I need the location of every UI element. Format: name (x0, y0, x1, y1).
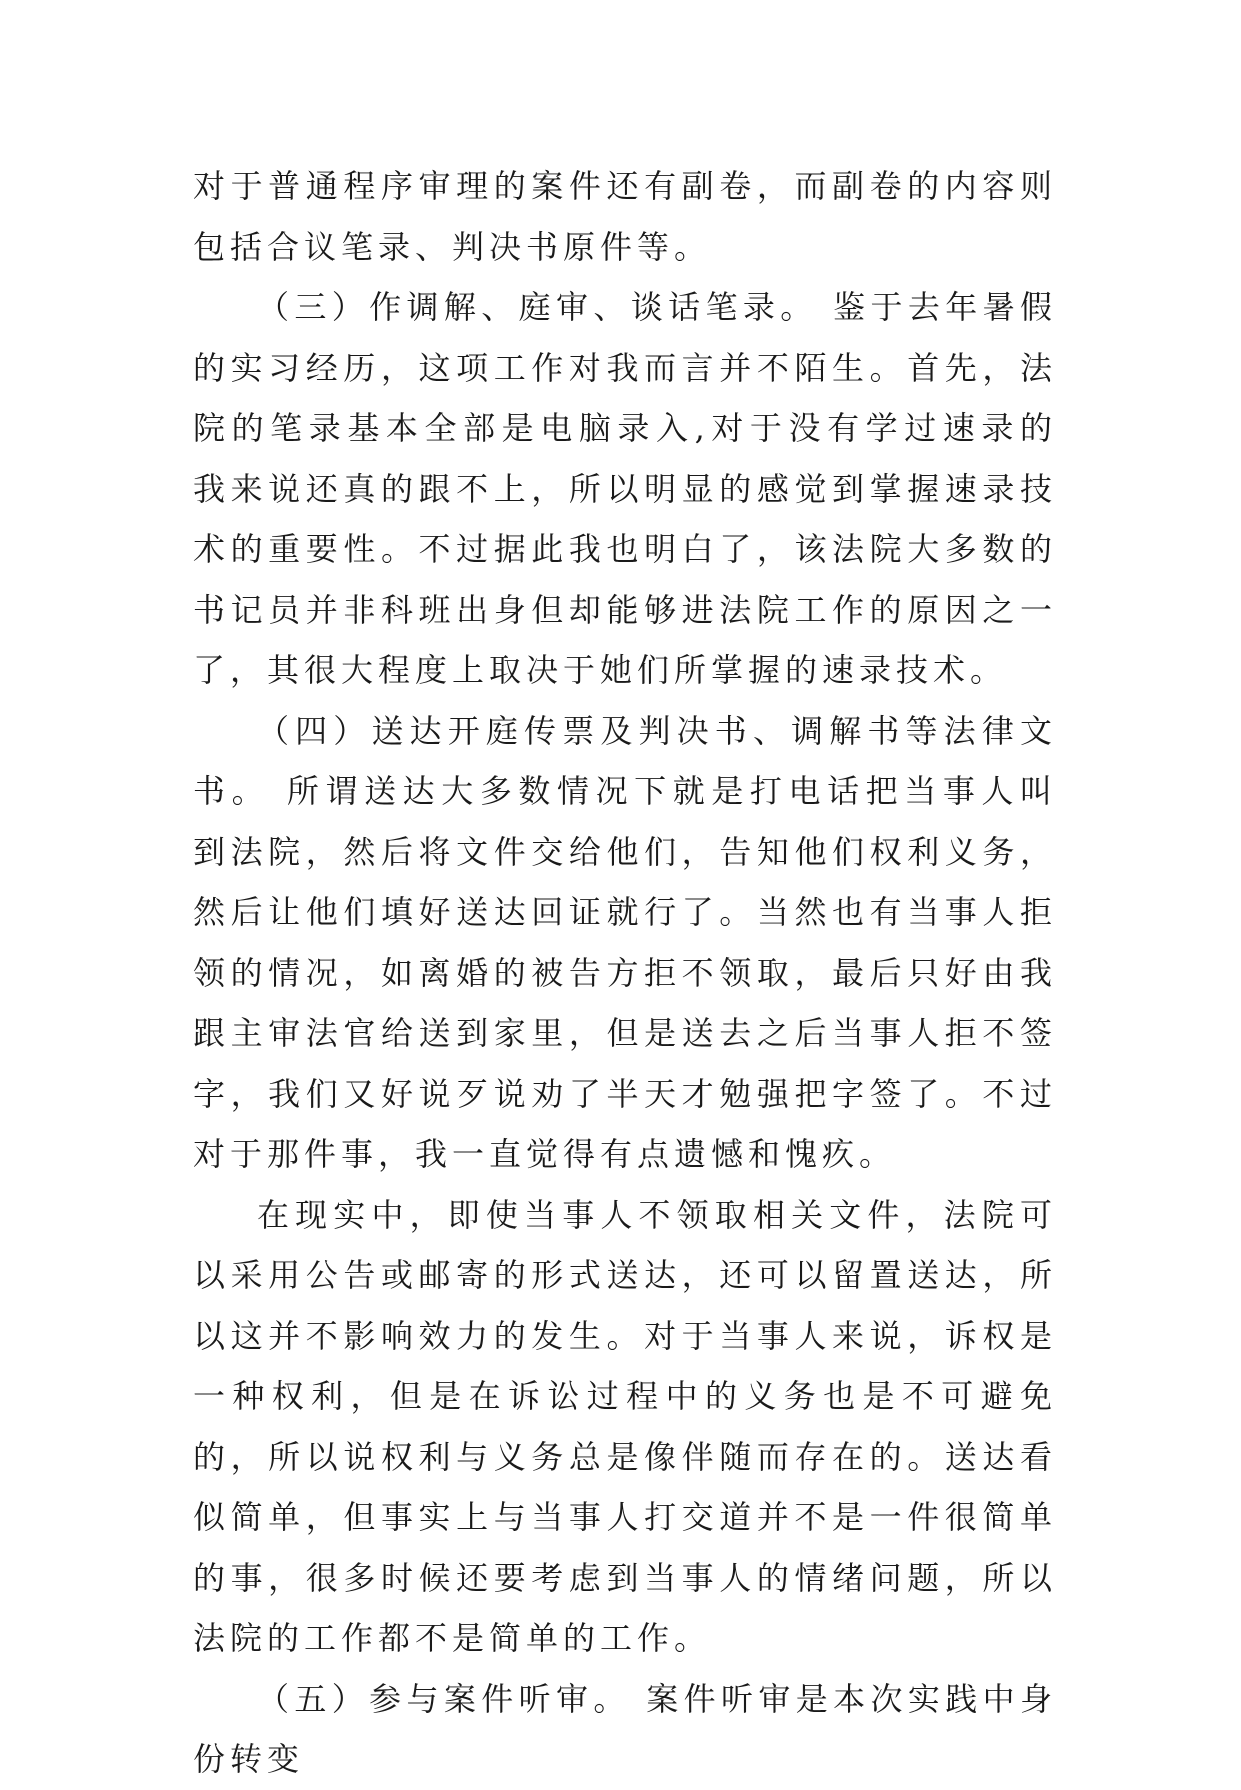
paragraph-5: （五）参与案件听审。 案件听审是本次实践中身份转变 (193, 1679, 1057, 1778)
paragraph-3: （四）送达开庭传票及判决书、调解书等法律文书。 所谓送达大多数情况下就是打电话把当事人叫到法院，然后将文件交给他们，告知他们权利义务，然后让他们填好送达回证就行了。当然也有当事人拒领的情况，如离婚的被告方拒不领取，最后只好由我跟主审法官给送到家里，但是送去之后当事人拒不签字，我们又好说歹说劝了半天才勉强把字签了。不过对于那件事，我一直觉得有点遗憾和愧疚。 (193, 711, 1057, 1173)
paragraph-2: （三）作调解、庭审、谈话笔录。 鉴于去年暑假的实习经历，这项工作对我而言并不陌生。首先，法院的笔录基本全部是电脑录入,对于没有学过速录的我来说还真的跟不上，所以明显的感觉到掌握速录技术的重要性。不过据此我也明白了，该法院大多数的书记员并非科班出身但却能够进法院工作的原因之一了，其很大程度上取决于她们所掌握的速录技术。 (193, 288, 1057, 689)
paragraph-1: 对于普通程序审理的案件还有副卷，而副卷的内容则包括合议笔录、判决书原件等。 (193, 167, 1057, 266)
paragraph-4: 在现实中，即使当事人不领取相关文件，法院可以采用公告或邮寄的形式送达，还可以留置送达，所以这并不影响效力的发生。对于当事人来说，诉权是一种权利，但是在诉讼过程中的义务也是不可避免的，所以说权利与义务总是像伴随而存在的。送达看似简单，但事实上与当事人打交道并不是一件很简单的事，很多时候还要考虑到当事人的情绪问题，所以法院的工作都不是简单的工作。 (193, 1195, 1057, 1657)
document-body (193, 156, 1057, 1790)
